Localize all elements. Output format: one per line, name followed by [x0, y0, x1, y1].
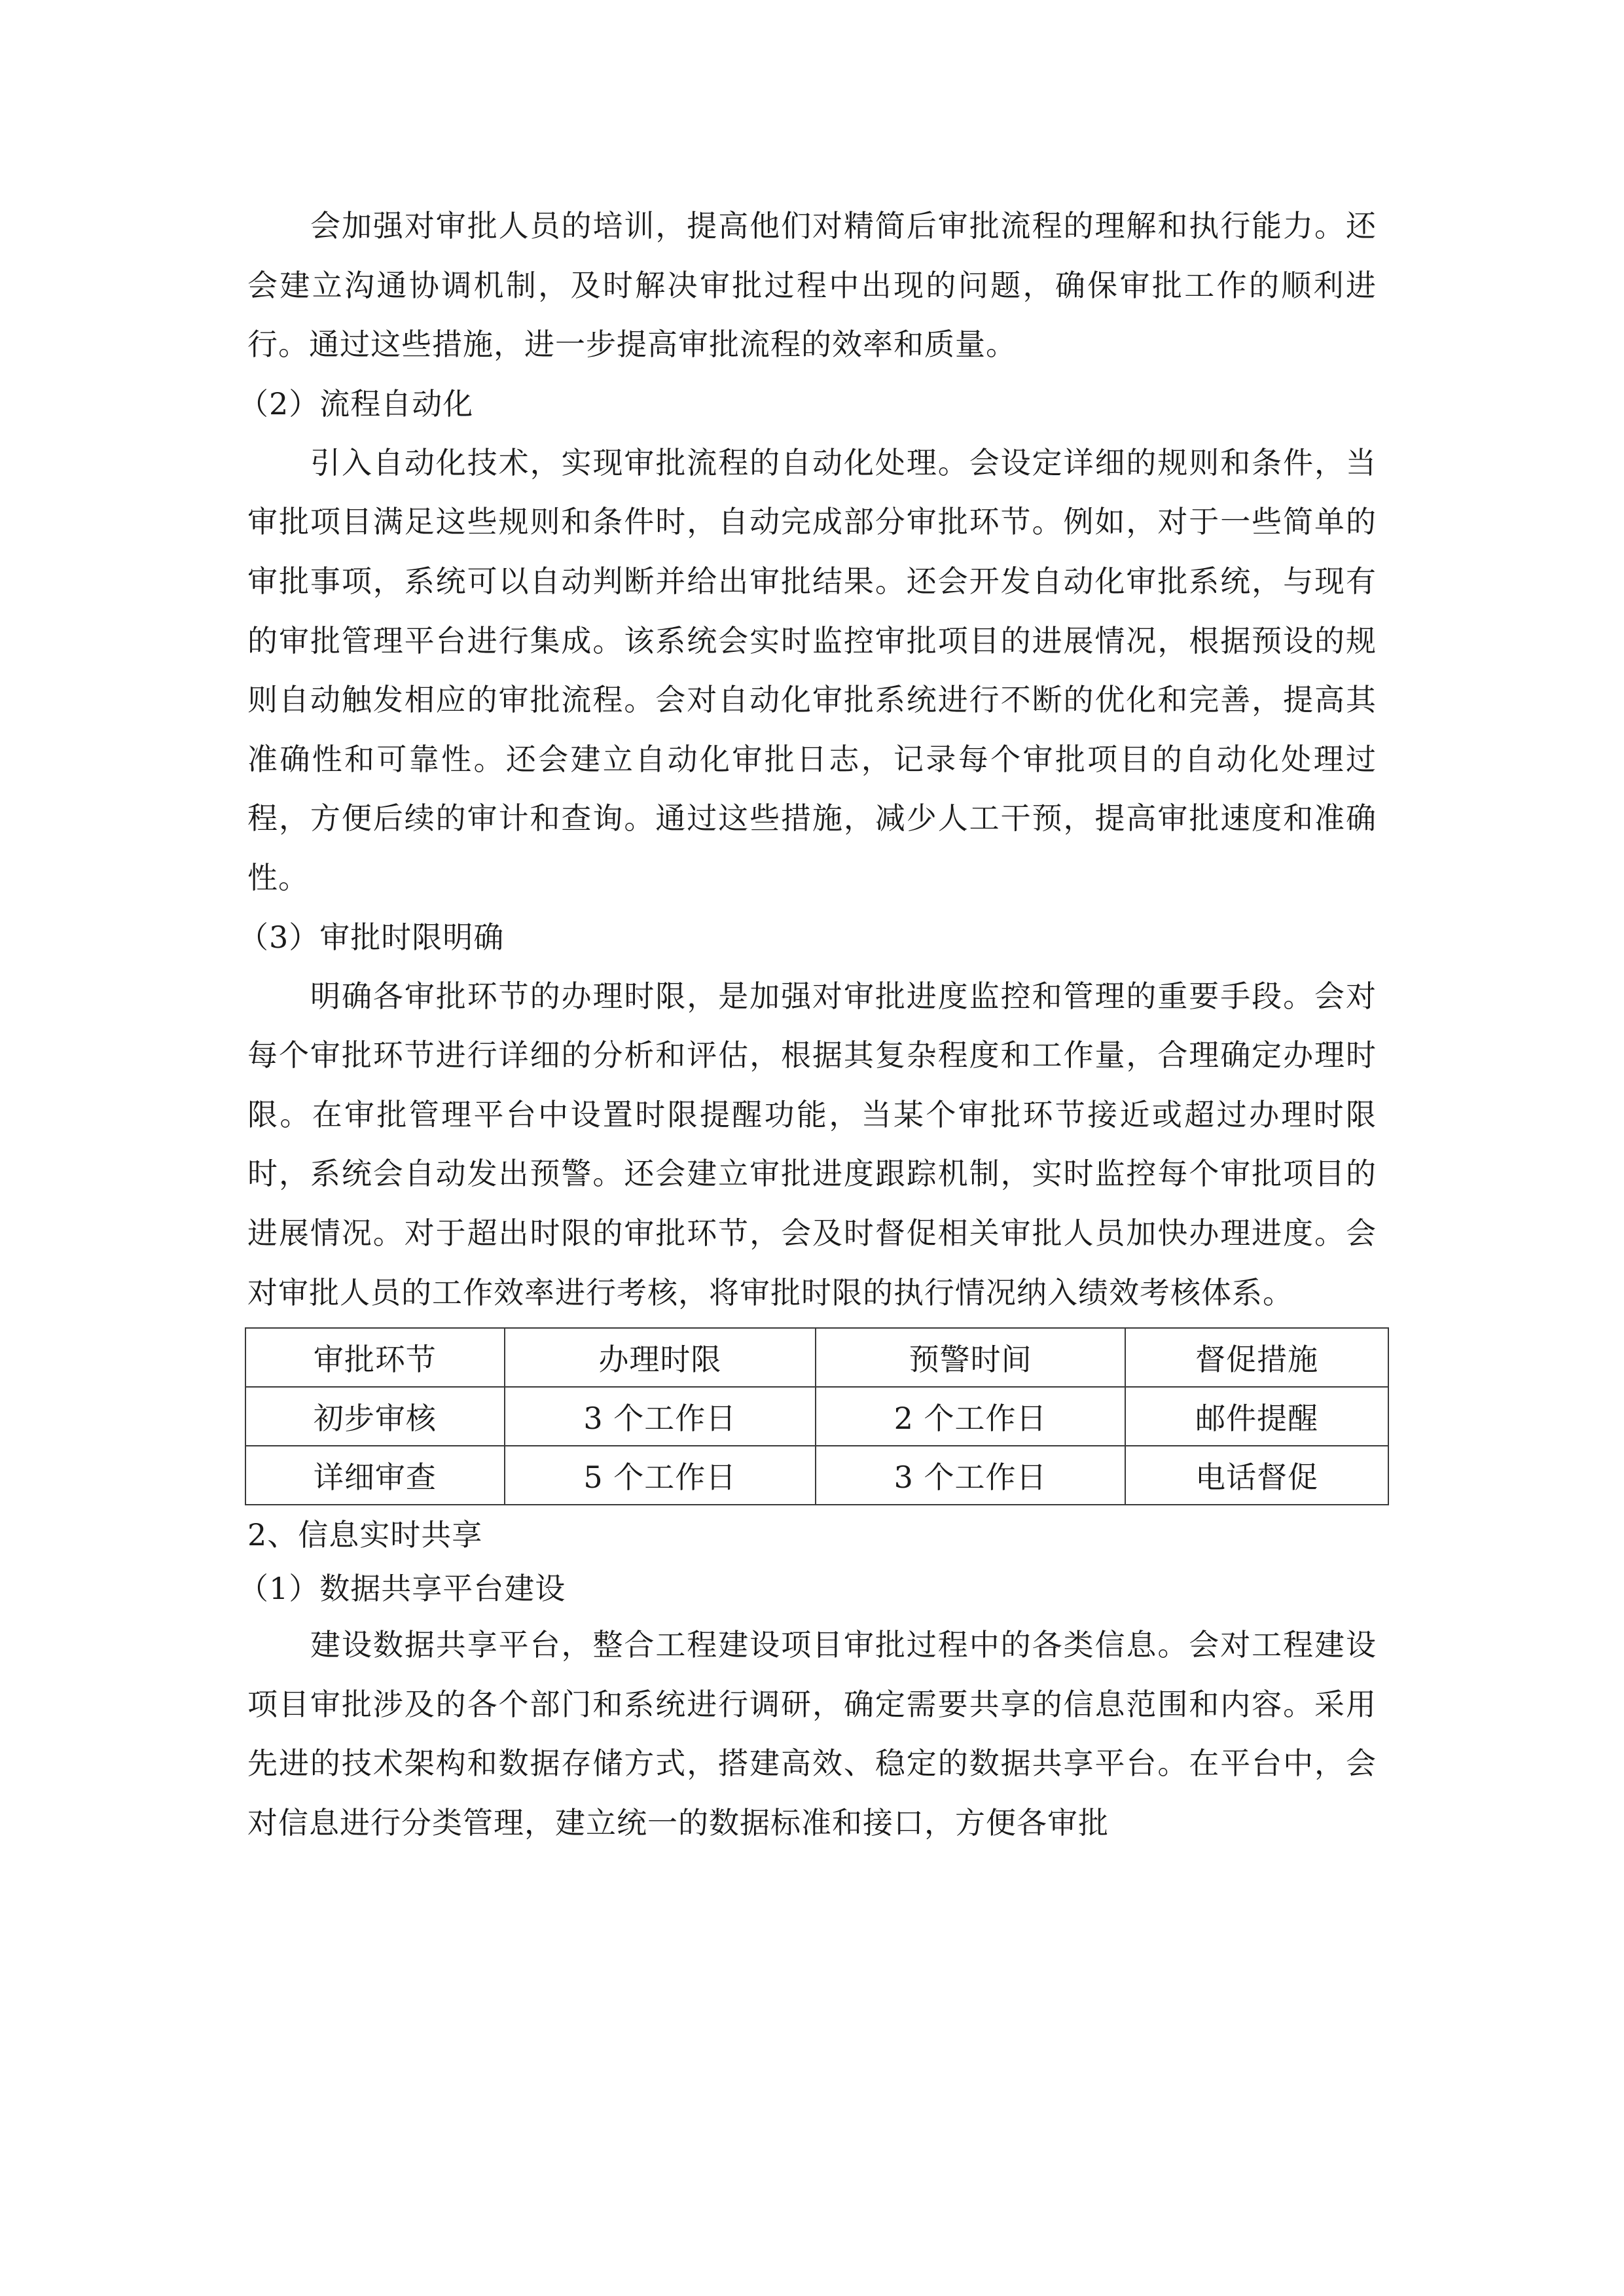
table-cell: 5 个工作日 — [505, 1446, 816, 1505]
table-cell: 3 个工作日 — [816, 1446, 1125, 1505]
paragraph-automation: 引入自动化技术，实现审批流程的自动化处理。会设定详细的规则和条件，当审批项目满足这些规则和条件时，自动完成部分审批环节。例如，对于一些简单的审批事项，系统可以自动判断并给出审批结果。还会开发自动化审批系统，与现有的审批管理平台进行集成。该系统会实时监控审批项目的进展情况，根据预设的规则自动触发相应的审批流程。会对自动化审批系统进行不断的优化和完善，提高其准确性和可靠性。还会建立自动化审批日志，记录每个审批项目的自动化处理过程，方便后续的审计和查询。通过这些措施，减少人工干预，提高审批速度和准确性。 — [247, 444, 1377, 895]
table-cell: 3 个工作日 — [505, 1387, 816, 1446]
heading-data-sharing-platform: （1）数据共享平台建设 — [238, 1571, 566, 1607]
table-cell: 初步审核 — [245, 1387, 505, 1446]
table-cell: 邮件提醒 — [1125, 1387, 1388, 1446]
heading-process-automation: （2）流程自动化 — [238, 386, 474, 422]
table-row — [245, 1446, 1388, 1505]
table-header-cell: 审批环节 — [245, 1328, 505, 1387]
table-header-row — [245, 1328, 1388, 1387]
document-body — [238, 196, 1377, 1852]
paragraph-data-sharing: 建设数据共享平台，整合工程建设项目审批过程中的各类信息。会对工程建设项目审批涉及的各个部门和系统进行调研，确定需要共享的信息范围和内容。采用先进的技术架构和数据存储方式，搭建高效、稳定的数据共享平台。在平台中，会对信息进行分类管理，建立统一的数据标准和接口，方便各审批 — [247, 1627, 1377, 1840]
section-heading-info-sharing: 2、信息实时共享 — [247, 1517, 483, 1553]
table-header-cell: 办理时限 — [505, 1328, 816, 1387]
table-cell: 电话督促 — [1125, 1446, 1388, 1505]
table-header-cell: 预警时间 — [816, 1328, 1125, 1387]
table-header-cell: 督促措施 — [1125, 1328, 1388, 1387]
paragraph-time-limit: 明确各审批环节的办理时限，是加强对审批进度监控和管理的重要手段。会对每个审批环节进行详细的分析和评估，根据其复杂程度和工作量，合理确定办理时限。在审批管理平台中设置时限提醒功能，当某个审批环节接近或超过办理时限时，系统会自动发出预警。还会建立审批进度跟踪机制，实时监控每个审批项目的进展情况。对于超出时限的审批环节，会及时督促相关审批人员加快办理进度。会对审批人员的工作效率进行考核，将审批时限的执行情况纳入绩效考核体系。 — [247, 978, 1377, 1310]
paragraph-training: 会加强对审批人员的培训，提高他们对精简后审批流程的理解和执行能力。还会建立沟通协调机制，及时解决审批过程中出现的问题，确保审批工作的顺利进行。通过这些措施，进一步提高审批流程的效率和质量。 — [247, 208, 1377, 363]
table-cell: 详细审查 — [245, 1446, 505, 1505]
approval-time-limit-table — [245, 1327, 1389, 1505]
table-cell: 2 个工作日 — [816, 1387, 1125, 1446]
heading-approval-time-limit: （3）审批时限明确 — [238, 919, 505, 955]
table-row — [245, 1387, 1388, 1446]
